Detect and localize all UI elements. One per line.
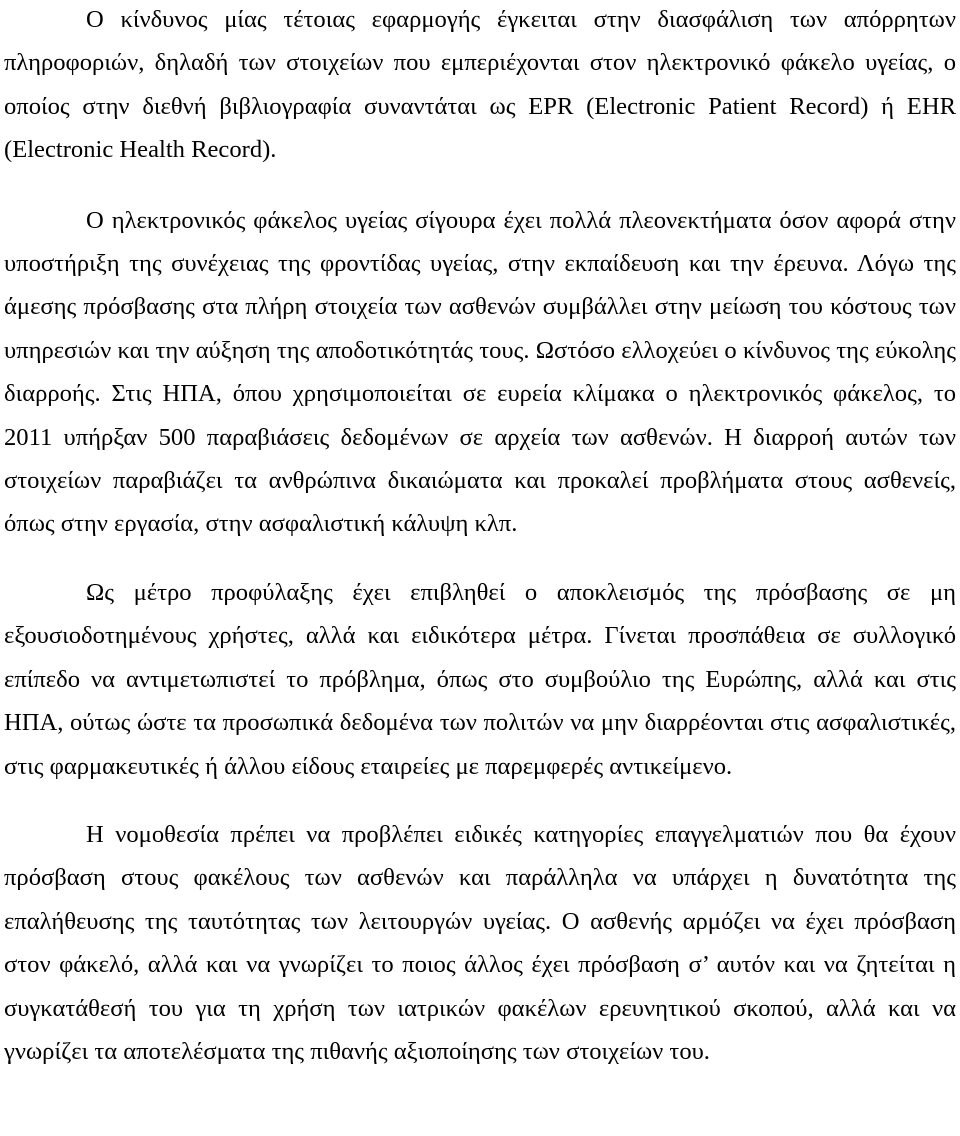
- paragraph-ehr-advantages: Ο ηλεκτρονικός φάκελος υγείας σίγουρα έχει πολλά πλεονεκτήματα όσον αφορά στην υποστήριξη της συνέχειας της φροντίδας υγείας, στην εκπαίδευση και την έρευνα. Λόγω της άμεσης πρόσβασης στα πλήρη στοιχεία των ασθενών συμβάλλει στην μείωση του κόστους των υπηρεσιών και την αύξηση της αποδοτικότητάς τους. Ωστόσο ελλοχεύει ο κίνδυνος της εύκολης διαρροής. Στις ΗΠΑ, όπου χρησιμοποιείται σε ευρεία κλίμακα ο ηλεκτρονικός φάκελος, το 2011 υπήρξαν 500 παραβιάσεις δεδομένων σε αρχεία των ασθενών. Η διαρροή αυτών των στοιχείων παραβιάζει τα ανθρώπινα δικαιώματα και προκαλεί προβλήματα στους ασθενείς, όπως στην εργασία, στην ασφαλιστική κάλυψη κλπ.: [4, 206, 956, 538]
- paragraph-protection-measures: Ως μέτρο προφύλαξης έχει επιβληθεί ο αποκλεισμός της πρόσβασης σε μη εξουσιοδοτημένους χρήστες, αλλά και ειδικότερα μέτρα. Γίνεται προσπάθεια σε συλλογικό επίπεδο να αντιμετωπιστεί το πρόβλημα, όπως στο συμβούλιο της Ευρώπης, αλλά και στις ΗΠΑ, ούτως ώστε τα προσωπικά δεδομένα των πολιτών να μην διαρρέονται στις ασφαλιστικές, στις φαρμακευτικές ή άλλου είδους εταιρείες με παρεμφερές αντικείμενο.: [4, 578, 956, 780]
- paragraph-risk-intro: Ο κίνδυνος μίας τέτοιας εφαρμογής έγκειται στην διασφάλιση των απόρρητων πληροφοριών, δηλαδή των στοιχείων που εμπεριέχονται στον ηλεκτρονικό φάκελο υγείας, ο οποίος στην διεθνή βιβλιογραφία συναντάται ως EPR (Electronic Patient Record) ή EHR (Electronic Health Record).: [4, 6, 956, 164]
- paragraph-legislation: Η νομοθεσία πρέπει να προβλέπει ειδικές κατηγορίες επαγγελματιών που θα έχουν πρόσβαση στους φακέλους των ασθενών και παράλληλα να υπάρχει η δυνατότητα της επαλήθευσης της ταυτότητας των λειτουργών υγείας. Ο ασθενής αρμόζει να έχει πρόσβαση στον φάκελό, αλλά και να γνωρίζει το ποιος άλλος έχει πρόσβαση σ’ αυτόν και να ζητείται η συγκατάθεσή του για τη χρήση των ιατρικών φακέλων ερευνητικού σκοπού, αλλά και να γνωρίζει τα αποτελέσματα της πιθανής αξιοποίησης των στοιχείων του.: [4, 820, 956, 1065]
